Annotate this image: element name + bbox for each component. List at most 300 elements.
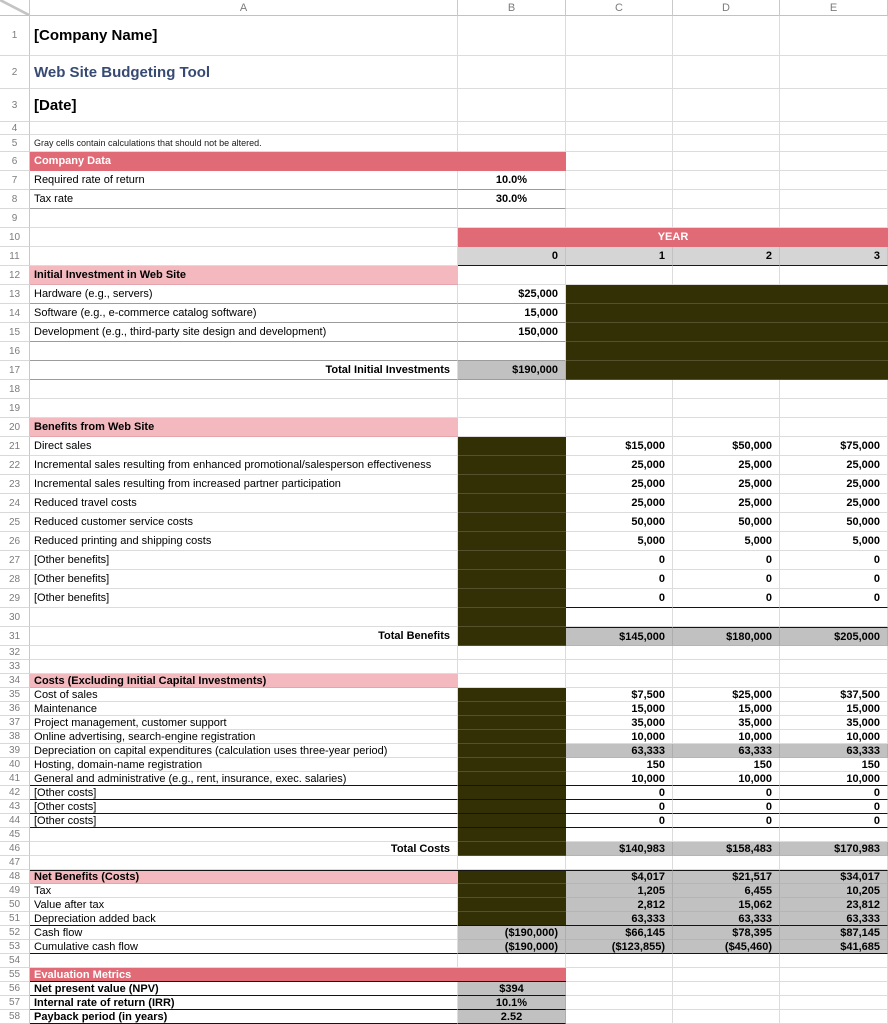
cell-C30[interactable] (566, 608, 673, 627)
cell-B34[interactable] (458, 674, 566, 688)
cell-A52[interactable]: Cash flow (30, 926, 458, 940)
cell-C11[interactable]: 1 (566, 247, 673, 266)
cell-A42[interactable]: [Other costs] (30, 786, 458, 800)
cell-D27[interactable]: 0 (673, 551, 780, 570)
cell-C5[interactable] (566, 135, 673, 152)
cell-E28[interactable]: 0 (780, 570, 888, 589)
cell-B12[interactable] (458, 266, 566, 285)
row-header-17[interactable]: 17 (0, 361, 30, 380)
cell-A37[interactable]: Project management, customer support (30, 716, 458, 730)
row-header-15[interactable]: 15 (0, 323, 30, 342)
cell-E30[interactable] (780, 608, 888, 627)
cell-C12[interactable] (566, 266, 673, 285)
cell-B11[interactable]: 0 (458, 247, 566, 266)
cell-A16[interactable] (30, 342, 458, 361)
cell-A31[interactable]: Total Benefits (30, 627, 458, 646)
cell-B21[interactable] (458, 437, 566, 456)
cell-E23[interactable]: 25,000 (780, 475, 888, 494)
cell-C40[interactable]: 150 (566, 758, 673, 772)
cell-A56[interactable]: Net present value (NPV) (30, 982, 458, 996)
cell-B53[interactable]: ($190,000) (458, 940, 566, 954)
select-all-corner[interactable] (0, 0, 30, 16)
cell-E25[interactable]: 50,000 (780, 513, 888, 532)
cell-E4[interactable] (780, 122, 888, 135)
cell-B47[interactable] (458, 856, 566, 870)
cell-B5[interactable] (458, 135, 566, 152)
cell-C36[interactable]: 15,000 (566, 702, 673, 716)
cell-A29[interactable]: [Other benefits] (30, 589, 458, 608)
cell-E50[interactable]: 23,812 (780, 898, 888, 912)
row-header-1[interactable]: 1 (0, 16, 30, 56)
cell-D38[interactable]: 10,000 (673, 730, 780, 744)
cell-E49[interactable]: 10,205 (780, 884, 888, 898)
cell-E33[interactable] (780, 660, 888, 674)
row-header-9[interactable]: 9 (0, 209, 30, 228)
cell-B48[interactable] (458, 870, 566, 884)
cell-B31[interactable] (458, 627, 566, 646)
cell-C48[interactable]: $4,017 (566, 870, 673, 884)
cell-A9[interactable] (30, 209, 458, 228)
cell-D58[interactable] (673, 1010, 780, 1024)
cell-C54[interactable] (566, 954, 673, 968)
cell-E54[interactable] (780, 954, 888, 968)
cell-D54[interactable] (673, 954, 780, 968)
row-header-16[interactable]: 16 (0, 342, 30, 361)
cell-E3[interactable] (780, 89, 888, 122)
cell-D22[interactable]: 25,000 (673, 456, 780, 475)
cell-D8[interactable] (673, 190, 780, 209)
row-header-53[interactable]: 53 (0, 940, 30, 954)
row-header-40[interactable]: 40 (0, 758, 30, 772)
cell-D36[interactable]: 15,000 (673, 702, 780, 716)
cell-E45[interactable] (780, 828, 888, 842)
cell-B54[interactable] (458, 954, 566, 968)
cell-C20[interactable] (566, 418, 673, 437)
cell-E42[interactable]: 0 (780, 786, 888, 800)
cell-C28[interactable]: 0 (566, 570, 673, 589)
row-header-46[interactable]: 46 (0, 842, 30, 856)
row-header-26[interactable]: 26 (0, 532, 30, 551)
cell-A15[interactable]: Development (e.g., third-party site design and development) (30, 323, 458, 342)
cell-C26[interactable]: 5,000 (566, 532, 673, 551)
cell-D42[interactable]: 0 (673, 786, 780, 800)
row-header-34[interactable]: 34 (0, 674, 30, 688)
cell-C9[interactable] (566, 209, 673, 228)
row-header-14[interactable]: 14 (0, 304, 30, 323)
cell-A10[interactable] (30, 228, 458, 247)
cell-A19[interactable] (30, 399, 458, 418)
cell-C29[interactable]: 0 (566, 589, 673, 608)
cell-D47[interactable] (673, 856, 780, 870)
row-header-31[interactable]: 31 (0, 627, 30, 646)
row-header-7[interactable]: 7 (0, 171, 30, 190)
cell-C51[interactable]: 63,333 (566, 912, 673, 926)
row-header-3[interactable]: 3 (0, 89, 30, 122)
cell-E24[interactable]: 25,000 (780, 494, 888, 513)
cell-B24[interactable] (458, 494, 566, 513)
cell-C41[interactable]: 10,000 (566, 772, 673, 786)
row-header-51[interactable]: 51 (0, 912, 30, 926)
cell-CE13[interactable] (566, 285, 888, 304)
cell-A49[interactable]: Tax (30, 884, 458, 898)
row-header-55[interactable]: 55 (0, 968, 30, 982)
cell-B44[interactable] (458, 814, 566, 828)
cell-C42[interactable]: 0 (566, 786, 673, 800)
cell-C24[interactable]: 25,000 (566, 494, 673, 513)
cell-B36[interactable] (458, 702, 566, 716)
cell-B50[interactable] (458, 898, 566, 912)
cell-D43[interactable]: 0 (673, 800, 780, 814)
row-header-36[interactable]: 36 (0, 702, 30, 716)
cell-C31[interactable]: $145,000 (566, 627, 673, 646)
cell-D3[interactable] (673, 89, 780, 122)
cell-D44[interactable]: 0 (673, 814, 780, 828)
cell-E55[interactable] (780, 968, 888, 982)
cell-E5[interactable] (780, 135, 888, 152)
cell-C2[interactable] (566, 56, 673, 89)
cell-C18[interactable] (566, 380, 673, 399)
row-header-13[interactable]: 13 (0, 285, 30, 304)
cell-D2[interactable] (673, 56, 780, 89)
cell-A1[interactable]: [Company Name] (30, 16, 458, 56)
cell-D24[interactable]: 25,000 (673, 494, 780, 513)
cell-D52[interactable]: $78,395 (673, 926, 780, 940)
cell-A26[interactable]: Reduced printing and shipping costs (30, 532, 458, 551)
cell-C39[interactable]: 63,333 (566, 744, 673, 758)
cell-A23[interactable]: Incremental sales resulting from increased partner participation (30, 475, 458, 494)
cell-E21[interactable]: $75,000 (780, 437, 888, 456)
cell-CE14[interactable] (566, 304, 888, 323)
row-header-10[interactable]: 10 (0, 228, 30, 247)
cell-A22[interactable]: Incremental sales resulting from enhanced promotional/salesperson effectiveness (30, 456, 458, 475)
cell-B13[interactable]: $25,000 (458, 285, 566, 304)
cell-A25[interactable]: Reduced customer service costs (30, 513, 458, 532)
column-header-E[interactable]: E (780, 0, 888, 16)
cell-D40[interactable]: 150 (673, 758, 780, 772)
cell-D48[interactable]: $21,517 (673, 870, 780, 884)
row-header-42[interactable]: 42 (0, 786, 30, 800)
cell-A2[interactable]: Web Site Budgeting Tool (30, 56, 458, 89)
row-header-56[interactable]: 56 (0, 982, 30, 996)
cell-B40[interactable] (458, 758, 566, 772)
cell-C47[interactable] (566, 856, 673, 870)
cell-E48[interactable]: $34,017 (780, 870, 888, 884)
cell-C45[interactable] (566, 828, 673, 842)
cell-A50[interactable]: Value after tax (30, 898, 458, 912)
cell-B45[interactable] (458, 828, 566, 842)
cell-D46[interactable]: $158,483 (673, 842, 780, 856)
cell-B32[interactable] (458, 646, 566, 660)
cell-A39[interactable]: Depreciation on capital expenditures (calculation uses three-year period) (30, 744, 458, 758)
row-header-20[interactable]: 20 (0, 418, 30, 437)
cell-D5[interactable] (673, 135, 780, 152)
cell-E51[interactable]: 63,333 (780, 912, 888, 926)
cell-B2[interactable] (458, 56, 566, 89)
cell-B49[interactable] (458, 884, 566, 898)
cell-C37[interactable]: 35,000 (566, 716, 673, 730)
row-header-37[interactable]: 37 (0, 716, 30, 730)
cell-A11[interactable] (30, 247, 458, 266)
cell-D51[interactable]: 63,333 (673, 912, 780, 926)
cell-D28[interactable]: 0 (673, 570, 780, 589)
cell-C22[interactable]: 25,000 (566, 456, 673, 475)
cell-E57[interactable] (780, 996, 888, 1010)
cell-BE10[interactable]: YEAR (458, 228, 888, 247)
cell-D57[interactable] (673, 996, 780, 1010)
cell-B25[interactable] (458, 513, 566, 532)
cell-A20[interactable]: Benefits from Web Site (30, 418, 458, 437)
cell-A46[interactable]: Total Costs (30, 842, 458, 856)
cell-D45[interactable] (673, 828, 780, 842)
cell-B58[interactable]: 2.52 (458, 1010, 566, 1024)
cell-C50[interactable]: 2,812 (566, 898, 673, 912)
cell-D31[interactable]: $180,000 (673, 627, 780, 646)
row-header-11[interactable]: 11 (0, 247, 30, 266)
cell-A38[interactable]: Online advertising, search-engine registration (30, 730, 458, 744)
cell-B28[interactable] (458, 570, 566, 589)
cell-E46[interactable]: $170,983 (780, 842, 888, 856)
cell-CE16[interactable] (566, 342, 888, 361)
row-header-19[interactable]: 19 (0, 399, 30, 418)
cell-E29[interactable]: 0 (780, 589, 888, 608)
cell-D29[interactable]: 0 (673, 589, 780, 608)
cell-E20[interactable] (780, 418, 888, 437)
cell-B39[interactable] (458, 744, 566, 758)
cell-D39[interactable]: 63,333 (673, 744, 780, 758)
cell-A24[interactable]: Reduced travel costs (30, 494, 458, 513)
cell-A44[interactable]: [Other costs] (30, 814, 458, 828)
cell-A47[interactable] (30, 856, 458, 870)
row-header-28[interactable]: 28 (0, 570, 30, 589)
cell-D26[interactable]: 5,000 (673, 532, 780, 551)
cell-A4[interactable] (30, 122, 458, 135)
cell-C56[interactable] (566, 982, 673, 996)
row-header-25[interactable]: 25 (0, 513, 30, 532)
cell-D20[interactable] (673, 418, 780, 437)
row-header-32[interactable]: 32 (0, 646, 30, 660)
cell-A28[interactable]: [Other benefits] (30, 570, 458, 589)
cell-B16[interactable] (458, 342, 566, 361)
cell-E22[interactable]: 25,000 (780, 456, 888, 475)
row-header-39[interactable]: 39 (0, 744, 30, 758)
cell-B51[interactable] (458, 912, 566, 926)
cell-C34[interactable] (566, 674, 673, 688)
cell-AB6[interactable]: Company Data (30, 152, 566, 171)
cell-E8[interactable] (780, 190, 888, 209)
cell-A58[interactable]: Payback period (in years) (30, 1010, 458, 1024)
cell-A57[interactable]: Internal rate of return (IRR) (30, 996, 458, 1010)
cell-C27[interactable]: 0 (566, 551, 673, 570)
cell-E41[interactable]: 10,000 (780, 772, 888, 786)
row-header-41[interactable]: 41 (0, 772, 30, 786)
cell-E43[interactable]: 0 (780, 800, 888, 814)
cell-C4[interactable] (566, 122, 673, 135)
cell-C57[interactable] (566, 996, 673, 1010)
cell-C58[interactable] (566, 1010, 673, 1024)
cell-B22[interactable] (458, 456, 566, 475)
cell-D9[interactable] (673, 209, 780, 228)
cell-C3[interactable] (566, 89, 673, 122)
cell-A45[interactable] (30, 828, 458, 842)
cell-A41[interactable]: General and administrative (e.g., rent, insurance, exec. salaries) (30, 772, 458, 786)
row-header-21[interactable]: 21 (0, 437, 30, 456)
cell-E35[interactable]: $37,500 (780, 688, 888, 702)
cell-C46[interactable]: $140,983 (566, 842, 673, 856)
row-header-27[interactable]: 27 (0, 551, 30, 570)
cell-B38[interactable] (458, 730, 566, 744)
cell-D35[interactable]: $25,000 (673, 688, 780, 702)
row-header-43[interactable]: 43 (0, 800, 30, 814)
cell-C53[interactable]: ($123,855) (566, 940, 673, 954)
cell-A33[interactable] (30, 660, 458, 674)
cell-E58[interactable] (780, 1010, 888, 1024)
row-header-22[interactable]: 22 (0, 456, 30, 475)
cell-A43[interactable]: [Other costs] (30, 800, 458, 814)
row-header-30[interactable]: 30 (0, 608, 30, 627)
cell-A34[interactable]: Costs (Excluding Initial Capital Investments) (30, 674, 458, 688)
cell-D32[interactable] (673, 646, 780, 660)
row-header-58[interactable]: 58 (0, 1010, 30, 1024)
column-header-D[interactable]: D (673, 0, 780, 16)
cell-B4[interactable] (458, 122, 566, 135)
cell-C7[interactable] (566, 171, 673, 190)
cell-C38[interactable]: 10,000 (566, 730, 673, 744)
cell-D23[interactable]: 25,000 (673, 475, 780, 494)
row-header-29[interactable]: 29 (0, 589, 30, 608)
cell-E40[interactable]: 150 (780, 758, 888, 772)
row-header-50[interactable]: 50 (0, 898, 30, 912)
row-header-24[interactable]: 24 (0, 494, 30, 513)
cell-C49[interactable]: 1,205 (566, 884, 673, 898)
row-header-5[interactable]: 5 (0, 135, 30, 152)
row-header-48[interactable]: 48 (0, 870, 30, 884)
cell-B33[interactable] (458, 660, 566, 674)
cell-A54[interactable] (30, 954, 458, 968)
cell-B56[interactable]: $394 (458, 982, 566, 996)
row-header-45[interactable]: 45 (0, 828, 30, 842)
cell-E36[interactable]: 15,000 (780, 702, 888, 716)
cell-E47[interactable] (780, 856, 888, 870)
column-header-A[interactable]: A (30, 0, 458, 16)
cell-D33[interactable] (673, 660, 780, 674)
cell-C23[interactable]: 25,000 (566, 475, 673, 494)
cell-D30[interactable] (673, 608, 780, 627)
cell-E39[interactable]: 63,333 (780, 744, 888, 758)
column-header-B[interactable]: B (458, 0, 566, 16)
cell-B41[interactable] (458, 772, 566, 786)
row-header-44[interactable]: 44 (0, 814, 30, 828)
cell-B42[interactable] (458, 786, 566, 800)
cell-B3[interactable] (458, 89, 566, 122)
cell-B30[interactable] (458, 608, 566, 627)
cell-C55[interactable] (566, 968, 673, 982)
cell-B43[interactable] (458, 800, 566, 814)
cell-E37[interactable]: 35,000 (780, 716, 888, 730)
cell-D37[interactable]: 35,000 (673, 716, 780, 730)
row-header-8[interactable]: 8 (0, 190, 30, 209)
cell-C44[interactable]: 0 (566, 814, 673, 828)
cell-CE15[interactable] (566, 323, 888, 342)
cell-B14[interactable]: 15,000 (458, 304, 566, 323)
cell-A21[interactable]: Direct sales (30, 437, 458, 456)
cell-B57[interactable]: 10.1% (458, 996, 566, 1010)
cell-D4[interactable] (673, 122, 780, 135)
cell-B20[interactable] (458, 418, 566, 437)
cell-C8[interactable] (566, 190, 673, 209)
cell-E7[interactable] (780, 171, 888, 190)
cell-C35[interactable]: $7,500 (566, 688, 673, 702)
cell-A27[interactable]: [Other benefits] (30, 551, 458, 570)
cell-B19[interactable] (458, 399, 566, 418)
cell-B37[interactable] (458, 716, 566, 730)
cell-B17[interactable]: $190,000 (458, 361, 566, 380)
cell-A18[interactable] (30, 380, 458, 399)
cell-E32[interactable] (780, 646, 888, 660)
cell-B52[interactable]: ($190,000) (458, 926, 566, 940)
cell-A14[interactable]: Software (e.g., e-commerce catalog software) (30, 304, 458, 323)
cell-E53[interactable]: $41,685 (780, 940, 888, 954)
cell-D11[interactable]: 2 (673, 247, 780, 266)
cell-D1[interactable] (673, 16, 780, 56)
cell-B26[interactable] (458, 532, 566, 551)
row-header-38[interactable]: 38 (0, 730, 30, 744)
cell-E19[interactable] (780, 399, 888, 418)
cell-D55[interactable] (673, 968, 780, 982)
cell-E44[interactable]: 0 (780, 814, 888, 828)
cell-E26[interactable]: 5,000 (780, 532, 888, 551)
row-header-57[interactable]: 57 (0, 996, 30, 1010)
cell-B18[interactable] (458, 380, 566, 399)
cell-A35[interactable]: Cost of sales (30, 688, 458, 702)
cell-A32[interactable] (30, 646, 458, 660)
cell-E52[interactable]: $87,145 (780, 926, 888, 940)
cell-B23[interactable] (458, 475, 566, 494)
cell-D49[interactable]: 6,455 (673, 884, 780, 898)
cell-C6[interactable] (566, 152, 673, 171)
cell-A40[interactable]: Hosting, domain-name registration (30, 758, 458, 772)
row-header-35[interactable]: 35 (0, 688, 30, 702)
cell-E6[interactable] (780, 152, 888, 171)
cell-CE17[interactable] (566, 361, 888, 380)
cell-E2[interactable] (780, 56, 888, 89)
cell-A30[interactable] (30, 608, 458, 627)
cell-A36[interactable]: Maintenance (30, 702, 458, 716)
cell-A8[interactable]: Tax rate (30, 190, 458, 209)
cell-E56[interactable] (780, 982, 888, 996)
cell-E31[interactable]: $205,000 (780, 627, 888, 646)
cell-E18[interactable] (780, 380, 888, 399)
cell-A3[interactable]: [Date] (30, 89, 458, 122)
cell-C33[interactable] (566, 660, 673, 674)
cell-AB55[interactable]: Evaluation Metrics (30, 968, 566, 982)
cell-B9[interactable] (458, 209, 566, 228)
row-header-33[interactable]: 33 (0, 660, 30, 674)
cell-D12[interactable] (673, 266, 780, 285)
cell-B35[interactable] (458, 688, 566, 702)
cell-A5[interactable]: Gray cells contain calculations that should not be altered. (30, 135, 458, 152)
cell-D34[interactable] (673, 674, 780, 688)
cell-C25[interactable]: 50,000 (566, 513, 673, 532)
cell-A13[interactable]: Hardware (e.g., servers) (30, 285, 458, 304)
cell-A53[interactable]: Cumulative cash flow (30, 940, 458, 954)
cell-D7[interactable] (673, 171, 780, 190)
row-header-12[interactable]: 12 (0, 266, 30, 285)
cell-B8[interactable]: 30.0% (458, 190, 566, 209)
cell-C52[interactable]: $66,145 (566, 926, 673, 940)
cell-E27[interactable]: 0 (780, 551, 888, 570)
cell-E34[interactable] (780, 674, 888, 688)
cell-B29[interactable] (458, 589, 566, 608)
